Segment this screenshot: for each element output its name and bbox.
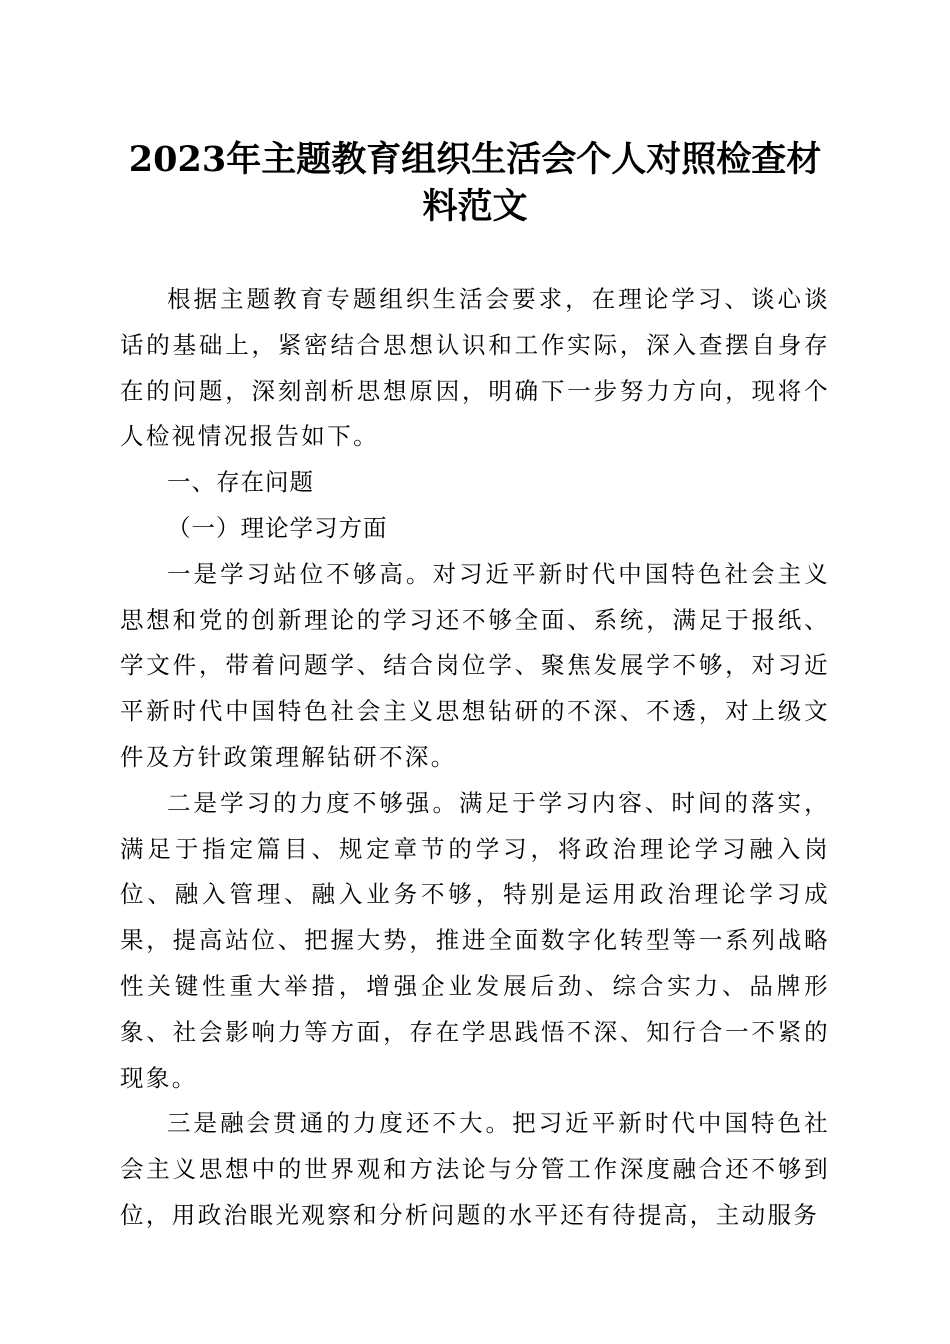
- item-lead: 二是学习的力度不够强。: [167, 788, 459, 817]
- paragraph-item-2: [120, 781, 830, 1102]
- document-body: [120, 277, 830, 1239]
- item-lead: 三是融会贯通的力度还不大。: [167, 1109, 513, 1138]
- item-lead: 一是学习站位不够高。: [167, 559, 433, 588]
- item-text: 对习近平新时代中国特色社会主义思想和党的创新理论的学习还不够全面、系统，满足于报纸、学文件，带着问题学、结合岗位学、聚焦发展学不够，对习近平新时代中国特色社会主义思想钻研的不深、不透，对上级文件及方针政策理解钻研不深。: [120, 559, 831, 771]
- subsection-heading: （一）理论学习方面: [167, 513, 388, 542]
- section-heading: 一、存在问题: [167, 468, 314, 497]
- item-text: 满足于学习内容、时间的落实，满足于指定篇目、规定章节的学习，将政治理论学习融入岗位、融入管理、融入业务不够，特别是运用政治理论学习成果，提高站位、把握大势，推进全面数字化转型等一系列战略性关键性重大举措，增强企业发展后劲、综合实力、品牌形象、社会影响力等方面，存在学思践悟不深、知行合一不紧的现象。: [120, 788, 830, 1092]
- intro-paragraph: 根据主题教育专题组织生活会要求，在理论学习、谈心谈话的基础上，紧密结合思想认识和工作实际，深入查摆自身存在的问题，深刻剖析思想原因，明确下一步努力方向，现将个人检视情况报告如下。: [120, 285, 830, 451]
- paragraph-item-1: [120, 552, 830, 781]
- item-text: 把习近平新时代中国特色社会主义思想中的世界观和方法论与分管工作深度融合还不够到位，用政治眼光观察和分析问题的水平还有待提高，主动服务: [120, 1109, 830, 1229]
- paragraph-item-3: [120, 1101, 830, 1238]
- document-title: 2023年主题教育组织生活会个人对照检查材料范文: [128, 139, 822, 227]
